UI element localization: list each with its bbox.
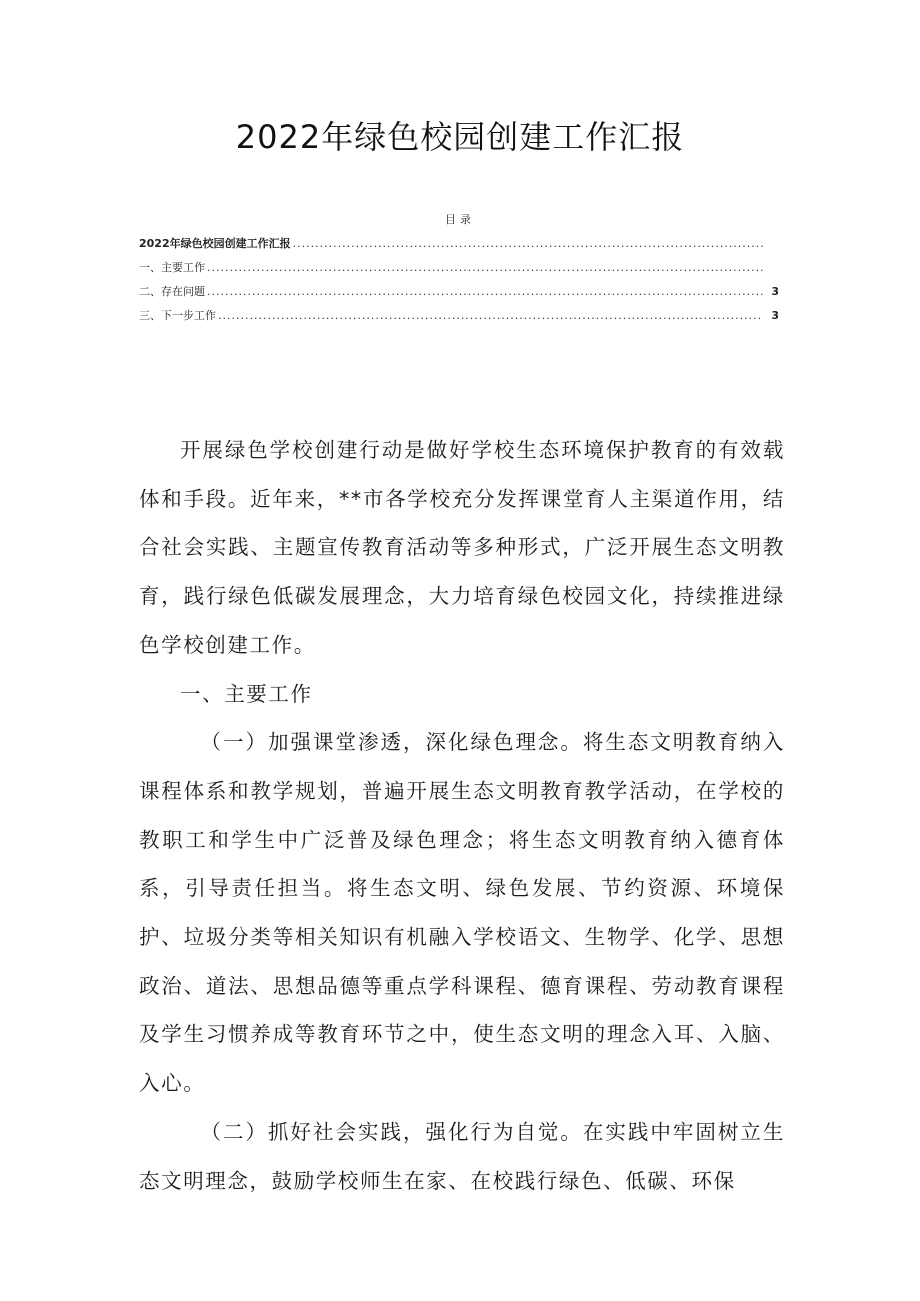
toc-entry[interactable] xyxy=(139,283,779,307)
toc-entry-page: 3 xyxy=(771,285,779,298)
table-of-contents xyxy=(139,235,779,331)
toc-entry[interactable] xyxy=(139,307,779,331)
toc-leader-dots xyxy=(205,261,763,274)
toc-leader-dots xyxy=(205,285,763,298)
document-title: 2022年绿色校园创建工作汇报 xyxy=(235,118,685,156)
toc-entry-label: 三、下一步工作 xyxy=(139,309,216,322)
toc-entry[interactable] xyxy=(139,235,779,259)
intro-paragraph: 开展绿色学校创建行动是做好学校生态环境保护教育的有效载体和手段。近年来，**市各学校充分发挥课堂育人主渠道作用，结合社会实践、主题宣传教育活动等多种形式，广泛开展生态文明教育，践行绿色低碳发展理念，大力培育绿色校园文化，持续推进绿色学校创建工作。 xyxy=(139,438,785,657)
toc-entry[interactable] xyxy=(139,259,779,283)
toc-entry-page: 3 xyxy=(771,309,779,322)
toc-leader-dots xyxy=(216,309,763,322)
toc-entry-label: 二、存在问题 xyxy=(139,285,205,298)
toc-entry-label: 2022年绿色校园创建工作汇报 xyxy=(139,237,291,250)
section-heading: 一、主要工作 xyxy=(180,681,313,706)
body-paragraph: （二）抓好社会实践，强化行为自觉。在实践中牢固树立生态文明理念，鼓励学校师生在家、在校践行绿色、低碳、环保 xyxy=(139,1119,785,1193)
toc-heading: 目录 xyxy=(445,213,475,226)
toc-entry-label: 一、主要工作 xyxy=(139,261,205,274)
document-body xyxy=(139,426,785,1205)
toc-leader-dots xyxy=(291,237,763,250)
body-paragraph: （一）加强课堂渗透，深化绿色理念。将生态文明教育纳入课程体系和教学规划，普遍开展生态文明教育教学活动，在学校的教职工和学生中广泛普及绿色理念；将生态文明教育纳入德育体系，引导责任担当。将生态文明、绿色发展、节约资源、环境保护、垃圾分类等相关知识有机融入学校语文、生物学、化学、思想政治、道法、思想品德等重点学科课程、德育课程、劳动教育课程及学生习惯养成等教育环节之中，使生态文明的理念入耳、入脑、入心。 xyxy=(139,730,785,1096)
